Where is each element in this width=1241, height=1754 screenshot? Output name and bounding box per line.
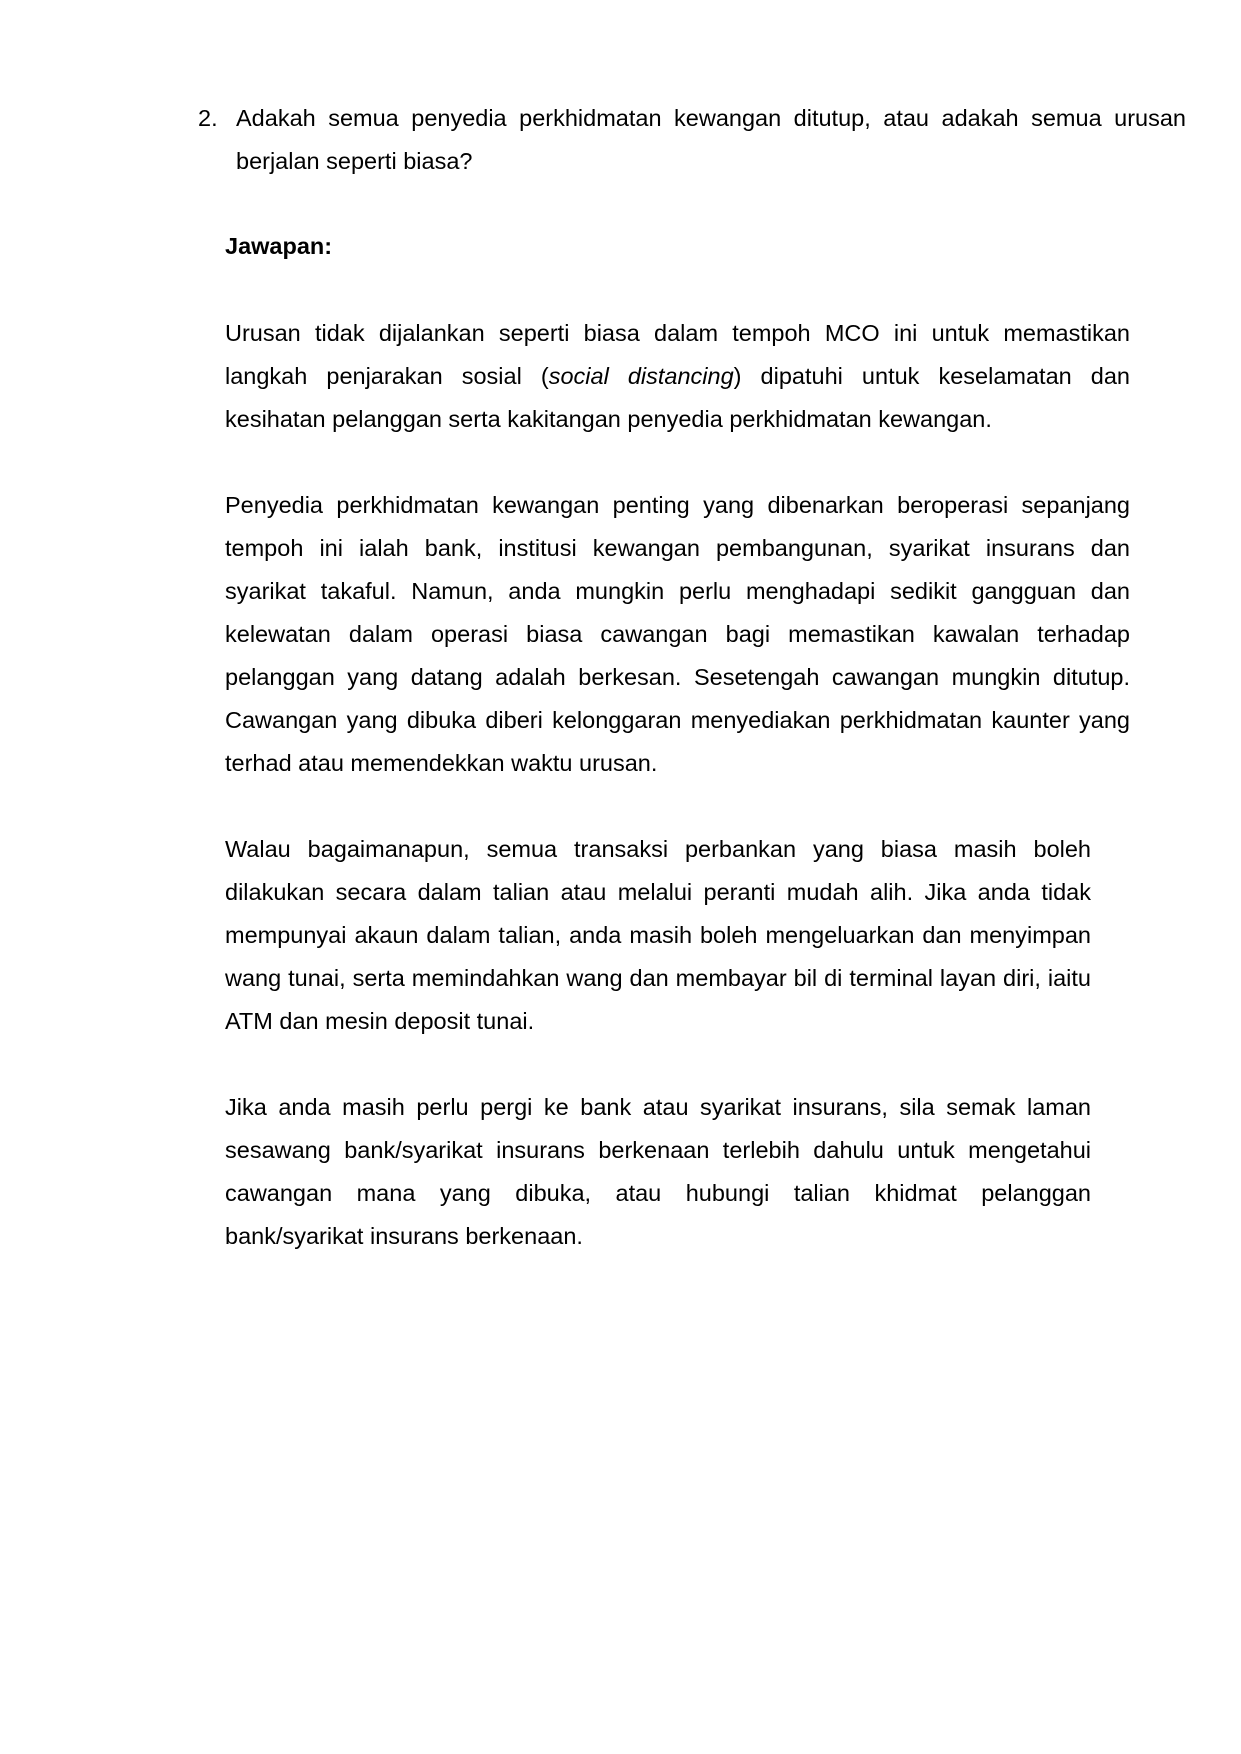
question-text: Adakah semua penyedia perkhidmatan kewangan ditutup, atau adakah semua urusan berjalan seperti biasa? [236, 105, 1186, 174]
answer-paragraph-2: Penyedia perkhidmatan kewangan penting yang dibenarkan beroperasi sepanjang tempoh ini ialah bank, institusi kewangan pembangunan, syarikat insurans dan syarikat takaful. Namun, anda mungkin perlu menghadapi sedikit gangguan dan kelewatan dalam operasi biasa cawangan bagi memastikan kawalan terhadap pelanggan yang datang adalah berkesan. Sesetengah cawangan mungkin ditutup. Cawangan yang dibuka diberi kelonggaran menyediakan perkhidmatan kaunter yang terhad atau memendekkan waktu urusan. [225, 492, 1130, 776]
answer-paragraph-4: Jika anda masih perlu pergi ke bank atau syarikat insurans, sila semak laman sesawang bank/syarikat insurans berkenaan terlebih dahulu untuk mengetahui cawangan mana yang dibuka, atau hubungi talian khidmat pelanggan bank/syarikat insurans berkenaan. [225, 1094, 1091, 1249]
question-item [198, 97, 1186, 183]
answer-paragraph-1 [225, 312, 1130, 441]
paragraph-1-text-start: Urusan tidak dijalankan seperti biasa dalam tempoh MCO ini untuk memastikan langkah penjarakan sosial ( [225, 320, 1130, 389]
question-number: 2. [198, 105, 218, 131]
paragraph-1-italic-term: social distancing [548, 363, 734, 389]
answer-paragraph-3: Walau bagaimanapun, semua transaksi perbankan yang biasa masih boleh dilakukan secara dalam talian atau melalui peranti mudah alih. Jika anda tidak mempunyai akaun dalam talian, anda masih boleh mengeluarkan dan menyimpan wang tunai, serta memindahkan wang dan membayar bil di terminal layan diri, iaitu ATM dan mesin deposit tunai. [225, 836, 1091, 1034]
answer-label: Jawapan: [225, 233, 333, 259]
paragraph-1-text-end: ) dipatuhi untuk keselamatan dan kesihatan pelanggan serta kakitangan penyedia perkhidmatan kewangan. [225, 363, 1130, 432]
